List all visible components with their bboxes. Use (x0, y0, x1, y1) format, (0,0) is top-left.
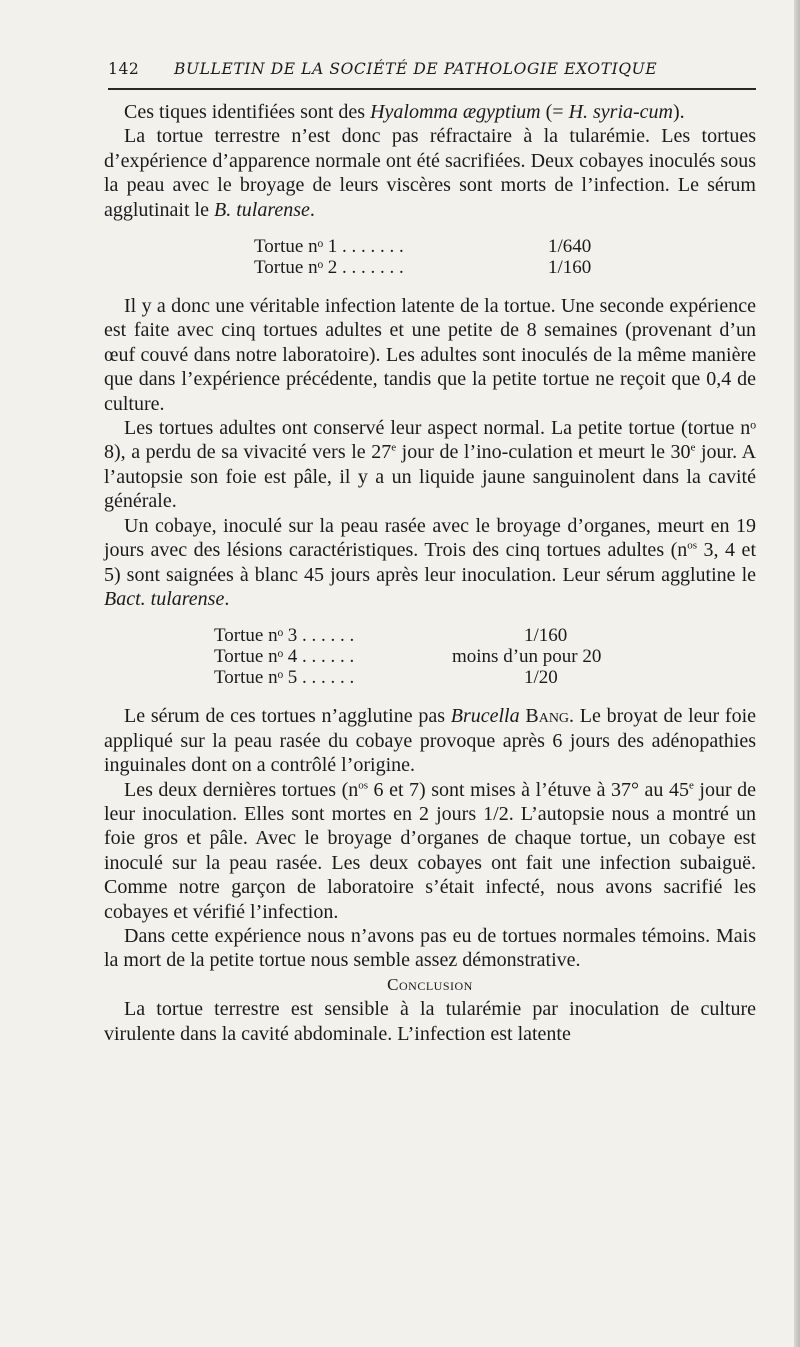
running-title: BULLETIN DE LA SOCIÉTÉ DE PATHOLOGIE EXOTIQUE (174, 60, 658, 78)
row-value: 1/640 (548, 236, 592, 258)
page-edge (794, 0, 800, 1347)
row-label: Tortue nᵒ 1 . . . . . . . (254, 236, 404, 258)
superscript: e (391, 441, 397, 454)
text-run: Ces tiques identifiées sont des (124, 101, 371, 123)
row-value: moins d’un pour 20 (452, 646, 602, 668)
text-run: . (224, 587, 230, 610)
text-run: jour. A l’autopsie son foie est pâle, il y a un liquide jaune sanguinolent dans la cavité générale. (104, 441, 757, 513)
body-text (104, 100, 756, 1046)
text-run: jour de l’ino-culation et meurt le 30 (396, 441, 691, 464)
text-run: (= (540, 101, 569, 123)
text-run: jour de leur inoculation. Elles sont mortes en 2 jours 1/2. L’autopsie nous a montré un foie gros et pâle. Avec le broyage d’organes de chaque tortue, un cobaye est inoculé sur la peau rasée. Les deux cobayes ont fait une infection subaiguë. Comme notre garçon de laboratoire s’était infecté, nous avons sacrifié les cobayes et vérifié l’infection. (104, 778, 757, 923)
text-run: 3, 4 et 5) sont saignées à blanc 45 jours après leur inoculation. Leur sérum agglutine le (104, 539, 756, 586)
paragraph: La tortue terrestre est sensible à la tularémie par inoculation de culture virulente dans la cavité abdominale. L’infection est latente (104, 998, 756, 1045)
table-row (104, 257, 756, 278)
text-run: Les deux dernières tortues (n (124, 778, 359, 801)
paragraph (104, 124, 756, 222)
table-row (104, 236, 756, 257)
text-run: . (309, 198, 315, 221)
author-name: Bang (525, 705, 570, 728)
superscript: os (687, 539, 698, 552)
agglutination-table-2 (104, 625, 756, 688)
text-run: Un cobaye, inoculé sur la peau rasée avec le broyage d’organes, meurt en 19 jours avec des lésions caractéristiques. Trois des cinq tortues adultes (n (104, 514, 756, 562)
paragraph: Il y a donc une véritable infection latente de la tortue. Une seconde expérience est faite avec cinq tortues adultes et une petite de 8 semaines (provenant d’un œuf couvé dans notre laboratoire). Les adultes sont inoculés de la même manière que dans l’expérience précédente, tandis que la petite tortue ne reçoit que 0,4 de culture. (104, 295, 756, 415)
paragraph (104, 416, 756, 514)
table-row (104, 625, 756, 646)
superscript: e (690, 441, 696, 454)
row-value: 1/20 (524, 667, 558, 689)
synonym-name: H. syria-cum (568, 101, 674, 123)
row-value: 1/160 (524, 625, 568, 647)
bacterium-name: Bact. tularense (104, 587, 225, 610)
row-label: Tortue nᵒ 5 . . . . . . (214, 667, 355, 689)
paragraph (104, 100, 756, 124)
text-run: . Le broyat de leur foie appliqué sur la peau rasée du cobaye provoque après 6 jours des adénopathies inguinales dont on a contrôlé l’origine. (104, 705, 757, 777)
text-run: Le sérum de ces tortues n’agglutine pas (124, 705, 451, 728)
species-name: Hyalomma ægyptium (370, 101, 541, 123)
paragraph (104, 514, 756, 612)
table-row (104, 646, 756, 667)
superscript: os (358, 778, 369, 791)
row-label: Tortue nᵒ 3 . . . . . . (214, 625, 355, 647)
section-heading: Conclusion (387, 974, 473, 994)
row-label: Tortue nᵒ 2 . . . . . . . (254, 257, 404, 279)
row-value: 1/160 (548, 257, 592, 279)
superscript: e (688, 778, 694, 791)
text-run: La tortue terrestre n’est donc pas réfractaire à la tularémie. Les tortues d’expérience d’apparence normale ont été sacrifiées. Deux cobayes inoculés sous la peau avec le broyage de leurs viscères sont morts de l’infection. Le sérum agglutinait le (104, 125, 756, 221)
row-label: Tortue nᵒ 4 . . . . . . (214, 646, 355, 668)
bacterium-name: B. tularense (213, 198, 310, 221)
text-run: Les tortues adultes ont conservé leur aspect normal. La petite tortue (tortue nᵒ 8), a perdu de sa vivacité vers le 27 (104, 417, 756, 464)
header-rule (108, 88, 756, 90)
paragraph: Dans cette expérience nous n’avons pas eu de tortues normales témoins. Mais la mort de la petite tortue nous semble assez démonstrative. (104, 924, 756, 972)
paragraph (104, 778, 756, 924)
paragraph (104, 704, 756, 777)
genus-name: Brucella (450, 705, 520, 728)
table-row (104, 667, 756, 688)
text-run: ). (673, 101, 685, 123)
page-number: 142 (108, 60, 140, 78)
agglutination-table-1 (104, 236, 756, 278)
text-run: 6 et 7) sont mises à l’étuve à 37° au 45 (368, 778, 689, 801)
